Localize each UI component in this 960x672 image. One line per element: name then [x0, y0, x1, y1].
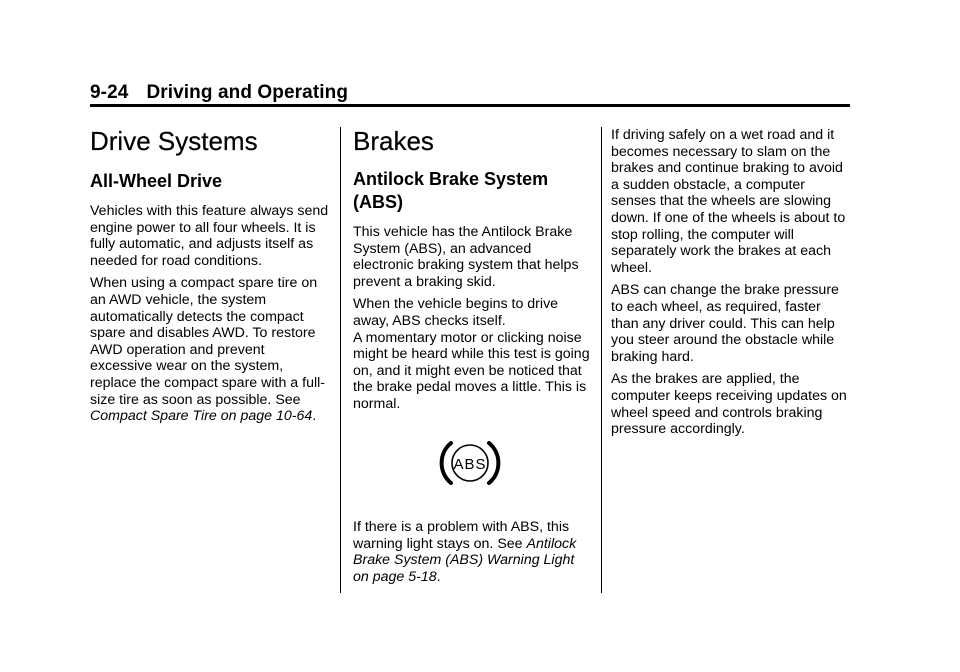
- subheading-all-wheel-drive: All-Wheel Drive: [90, 171, 223, 191]
- paragraph-abs-intro: This vehicle has the Antilock Brake System (ABS), an advanced electronic braking system that helps prevent a braking skid.: [353, 224, 579, 290]
- column-divider: [601, 127, 602, 593]
- heading-brakes: Brakes: [353, 126, 434, 156]
- paragraph-compact-spare: [90, 275, 330, 424]
- paragraph-text: When the vehicle begins to drive away, ABS checks itself.: [353, 296, 559, 329]
- section-title: Driving and Operating: [146, 82, 349, 103]
- page-header: [90, 82, 348, 104]
- column-abs-continued: [611, 127, 851, 438]
- punctuation: .: [312, 408, 317, 425]
- paragraph-abs-warning: [353, 519, 593, 585]
- column-drive-systems: [90, 122, 330, 425]
- paragraph-text: A momentary motor or clicking noise might be heard while this test is going on, and it might even be noticed that the brake pedal moves a little. This is normal.: [353, 329, 590, 412]
- page-number: 9-24: [90, 82, 129, 103]
- cross-reference-link[interactable]: Antilock Brake System (ABS) Warning Light on page 5-18: [353, 535, 577, 585]
- punctuation: .: [436, 568, 441, 585]
- paragraph-text: If there is a problem with ABS, this warning light stays on. See: [353, 519, 570, 552]
- paragraph-text: When using a compact spare tire on an AWD vehicle, the system automatically detects the compact spare and disables AWD. To restore AWD operation and prevent excessive wear on the system, replace the compact spare with a full-size tire as soon as possible. See: [90, 275, 325, 408]
- heading-drive-systems: Drive Systems: [90, 126, 258, 156]
- column-brakes: [353, 122, 593, 585]
- paragraph-abs-updates: As the brakes are applied, the computer keeps receiving updates on wheel speed and controls braking pressure accordingly.: [611, 371, 847, 438]
- abs-warning-light-icon: [437, 437, 503, 489]
- cross-reference-link[interactable]: Compact Spare Tire on page 10-64: [90, 408, 313, 425]
- abs-icon-label: ABS: [453, 456, 487, 473]
- paragraph-abs-selftest: [353, 296, 593, 412]
- column-divider: [340, 127, 341, 593]
- paragraph-awd-intro: Vehicles with this feature always send engine power to all four wheels. It is fully automatic, and adjusts itself as needed for road conditions.: [90, 203, 329, 269]
- subheading-abs: Antilock Brake System (ABS): [353, 169, 549, 212]
- header-rule: [90, 104, 850, 107]
- paragraph-abs-wet-road: If driving safely on a wet road and it becomes necessary to slam on the brakes and continue braking to avoid a sudden obstacle, a computer senses that the wheels are slowing down. If one of the wheels is about to stop rolling, the computer will separately work the brakes at each wheel.: [611, 127, 846, 276]
- paragraph-abs-pressure: ABS can change the brake pressure to each wheel, as required, faster than any driver could. This can help you steer around the obstacle while braking hard.: [611, 282, 839, 365]
